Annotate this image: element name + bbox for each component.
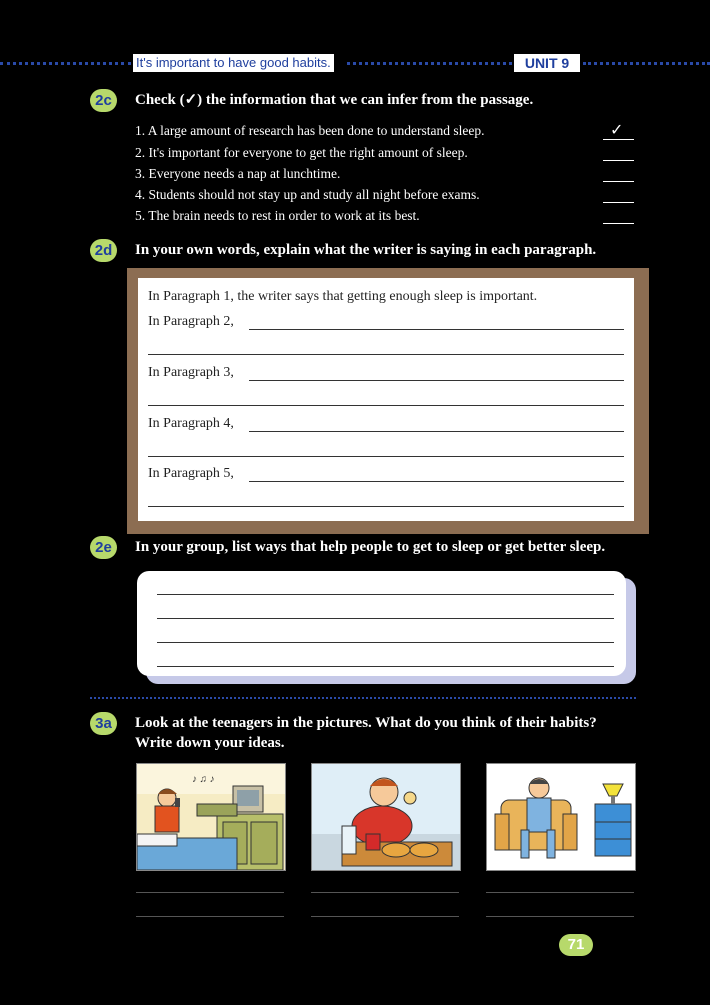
- picture-teen-on-phone: [136, 763, 286, 871]
- answer-line[interactable]: [148, 456, 624, 457]
- section-separator: [90, 697, 636, 699]
- instruction-3a-line1: Look at the teenagers in the pictures. What do you think of their habits?: [135, 715, 597, 731]
- check-blank-1[interactable]: [603, 139, 634, 140]
- answer-line[interactable]: [249, 380, 624, 381]
- answer-line[interactable]: [148, 506, 624, 507]
- instruction-2d: In your own words, explain what the writer is saying in each paragraph.: [135, 242, 597, 258]
- answer-line[interactable]: [136, 892, 284, 893]
- header-title: It's important to have good habits.: [133, 54, 334, 72]
- section-badge-2c: 2c: [90, 89, 117, 112]
- group-list-box: [137, 571, 626, 676]
- answer-line[interactable]: [136, 916, 284, 917]
- statement-1: 1. A large amount of research has been done to understand sleep.: [135, 123, 485, 138]
- header-dotted-rule-left: [0, 62, 131, 65]
- answer-line[interactable]: [148, 405, 624, 406]
- answer-line[interactable]: [486, 892, 634, 893]
- prompt-paragraph-2: In Paragraph 2,: [148, 314, 234, 329]
- header-dotted-rule-middle: [347, 62, 512, 65]
- check-mark: ✓: [610, 122, 624, 139]
- answer-line[interactable]: [486, 916, 634, 917]
- statement-4: 4. Students should not stay up and study all night before exams.: [135, 187, 480, 202]
- answer-line[interactable]: [249, 329, 624, 330]
- header-dotted-rule-right: [583, 62, 710, 65]
- section-badge-2d: 2d: [90, 239, 117, 262]
- check-blank-5[interactable]: [603, 223, 634, 224]
- check-blank-4[interactable]: [603, 202, 634, 203]
- prompt-paragraph-3: In Paragraph 3,: [148, 365, 234, 380]
- page-number: 71: [559, 934, 593, 956]
- answer-line[interactable]: [249, 431, 624, 432]
- instruction-2e: In your group, list ways that help people to get to sleep or get better sleep.: [135, 539, 606, 555]
- instruction-2c: Check (✓) the information that we can infer from the passage.: [135, 92, 534, 108]
- answer-line[interactable]: [311, 892, 459, 893]
- picture-teen-slouching-in-chair: [486, 763, 636, 871]
- answer-line[interactable]: [157, 642, 614, 643]
- check-blank-2[interactable]: [603, 160, 634, 161]
- answer-line[interactable]: [148, 354, 624, 355]
- check-blank-3[interactable]: [603, 181, 634, 182]
- unit-label: UNIT 9: [514, 54, 580, 72]
- prompt-paragraph-4: In Paragraph 4,: [148, 416, 234, 431]
- prompt-paragraph-5: In Paragraph 5,: [148, 466, 234, 481]
- answer-line[interactable]: [157, 666, 614, 667]
- answer-line[interactable]: [311, 916, 459, 917]
- answer-line[interactable]: [157, 618, 614, 619]
- section-badge-2e: 2e: [90, 536, 117, 559]
- answer-line[interactable]: [157, 594, 614, 595]
- instruction-3a-line2: Write down your ideas.: [135, 735, 285, 751]
- statement-5: 5. The brain needs to rest in order to work at its best.: [135, 208, 420, 223]
- picture-teen-eating-fast-food: [311, 763, 461, 871]
- answer-line[interactable]: [249, 481, 624, 482]
- example-summary: In Paragraph 1, the writer says that getting enough sleep is important.: [148, 289, 538, 304]
- statement-3: 3. Everyone needs a nap at lunchtime.: [135, 166, 341, 181]
- svg-text:♪ ♫ ♪: ♪ ♫ ♪: [192, 774, 215, 785]
- statement-2: 2. It's important for everyone to get the right amount of sleep.: [135, 145, 468, 160]
- section-badge-3a: 3a: [90, 712, 117, 735]
